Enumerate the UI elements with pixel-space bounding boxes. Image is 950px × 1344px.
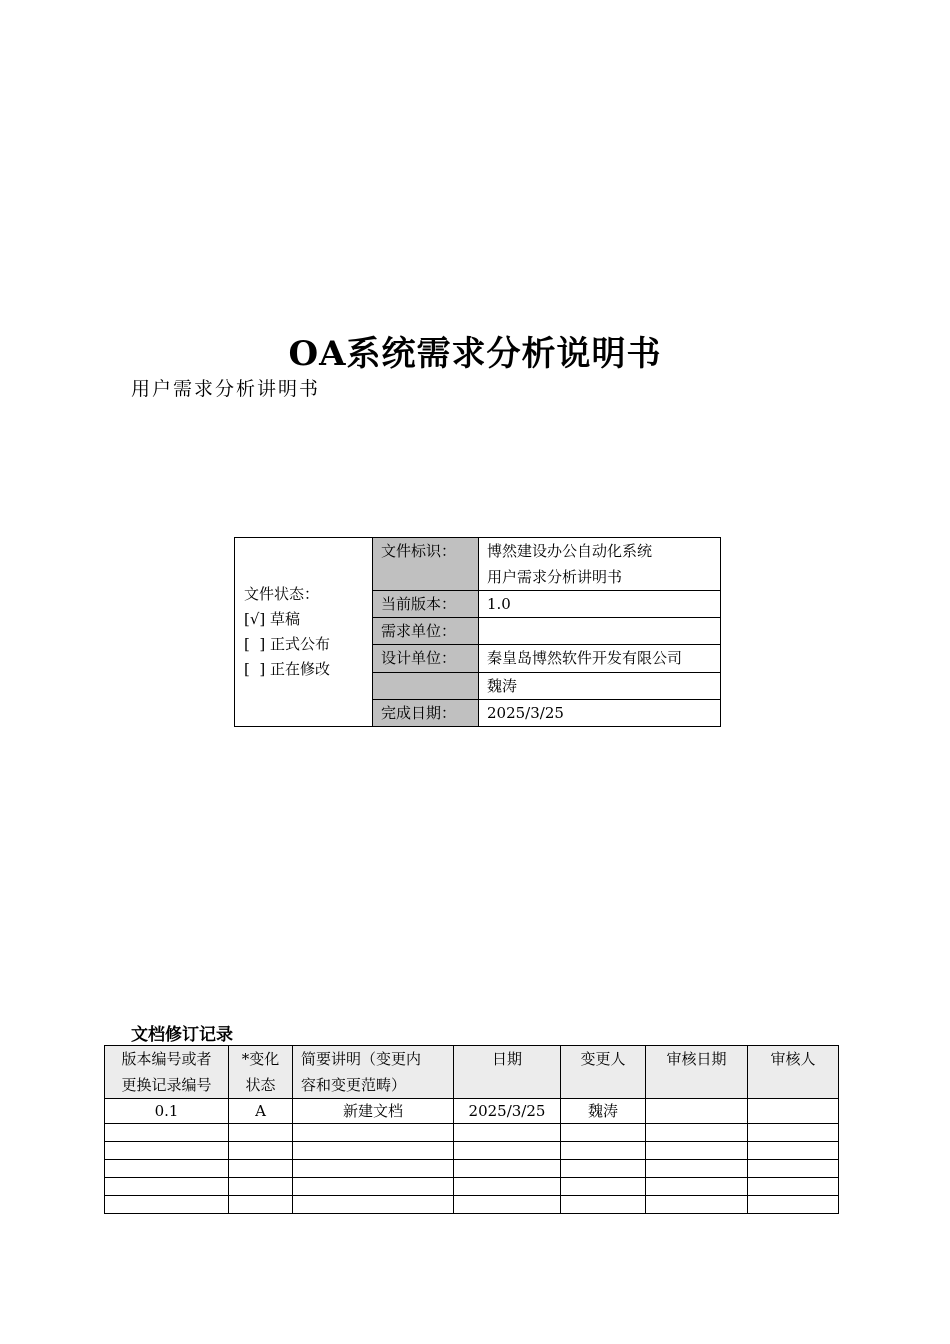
- status-option-draft: [√] 草稿: [244, 610, 301, 628]
- info-value-file-id: 博然建设办公自动化系统 用户需求分析讲明书: [479, 538, 721, 591]
- header-change-status: *变化 状态: [229, 1046, 293, 1099]
- cell-summary: 新建文档: [293, 1099, 454, 1124]
- info-label-version: 当前版本：: [373, 591, 479, 618]
- header-reviewer: 审核人: [748, 1046, 839, 1099]
- file-status-cell: [235, 538, 373, 727]
- header-review-date: 审核日期: [646, 1046, 748, 1099]
- document-title: OA系统需求分析说明书: [288, 334, 662, 374]
- info-value-version: 1.0: [479, 591, 721, 618]
- cell-status: A: [229, 1099, 293, 1124]
- table-row: [105, 1099, 839, 1124]
- revision-header-row: [105, 1046, 839, 1099]
- header-summary: 简要讲明（变更内 容和变更范畴）: [293, 1046, 454, 1099]
- info-value-completion-date: 2025/3/25: [479, 700, 721, 727]
- header-version: 版本编号或者 更换记录编号: [105, 1046, 229, 1099]
- revision-record-title: 文档修订记录: [131, 1025, 233, 1045]
- status-option-published: [ ] 正式公布: [244, 635, 331, 653]
- info-value-author: 魏涛: [479, 673, 721, 700]
- header-date: 日期: [454, 1046, 561, 1099]
- revision-record-table: [104, 1045, 839, 1214]
- info-label-designer: 设计单位：: [373, 645, 479, 673]
- header-changer: 变更人: [561, 1046, 646, 1099]
- table-row: [105, 1124, 839, 1142]
- table-row: [105, 1142, 839, 1160]
- info-label-file-id: 文件标识：: [373, 538, 479, 591]
- info-value-designer: 秦皇岛博然软件开发有限公司: [479, 645, 721, 673]
- table-row: [105, 1178, 839, 1196]
- document-subtitle: 用户需求分析讲明书: [131, 378, 321, 400]
- document-info-table: [234, 537, 721, 727]
- table-row: [105, 1160, 839, 1178]
- info-label-requester: 需求单位：: [373, 618, 479, 645]
- info-label-blank: [373, 673, 479, 700]
- cell-changer: 魏涛: [561, 1099, 646, 1124]
- cell-version: 0.1: [105, 1099, 229, 1124]
- table-row: [105, 1196, 839, 1214]
- info-value-requester: [479, 618, 721, 645]
- cell-review-date: [646, 1099, 748, 1124]
- cell-reviewer: [748, 1099, 839, 1124]
- file-status-heading: 文件状态：: [244, 585, 320, 603]
- status-option-editing: [ ] 正在修改: [244, 660, 331, 678]
- cell-date: 2025/3/25: [454, 1099, 561, 1124]
- info-label-completion-date: 完成日期：: [373, 700, 479, 727]
